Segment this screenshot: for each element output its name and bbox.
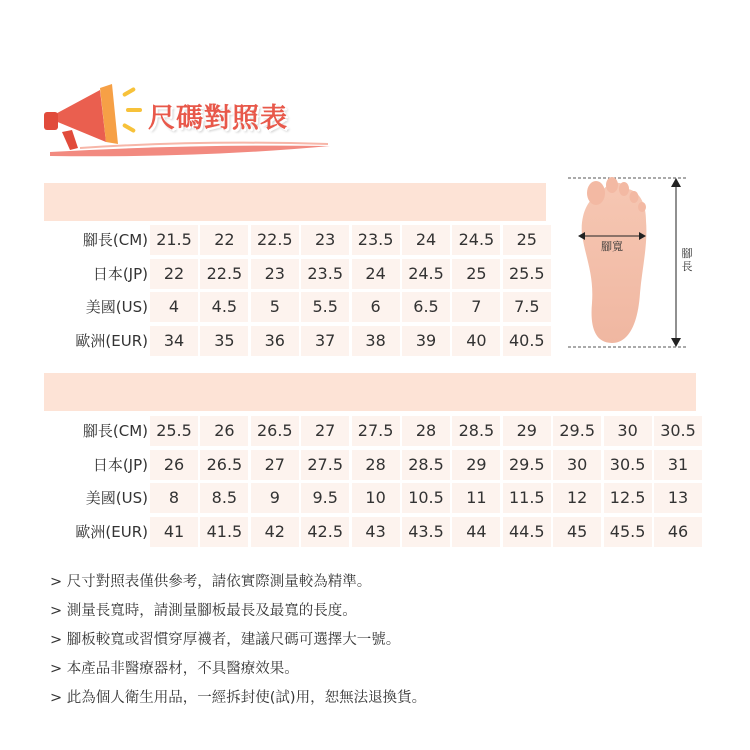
- table-cell: 34: [150, 326, 198, 356]
- table-cell: 13: [654, 483, 702, 513]
- table-cell: 41: [150, 517, 198, 547]
- table-cell: 29.5: [503, 450, 551, 480]
- table-cell: 11: [452, 483, 500, 513]
- table-cell: 8: [150, 483, 198, 513]
- table-cell: 25.5: [503, 259, 551, 289]
- row-label: 日本(JP): [92, 264, 148, 283]
- table-cell: 25.5: [150, 416, 198, 446]
- table-cell: 46: [654, 517, 702, 547]
- table-cell: 23.5: [301, 259, 349, 289]
- table-cell: 12: [553, 483, 601, 513]
- row-label: 美國(US): [85, 489, 148, 507]
- table-cell: 42.5: [301, 517, 349, 547]
- table-cell: 43: [352, 517, 400, 547]
- note-item: > 尺寸對照表僅供參考，請依實際測量較為精準。: [50, 574, 372, 590]
- section-header: [40, 70, 340, 160]
- table-cell: 10.5: [402, 483, 450, 513]
- table-cell: 38: [352, 326, 400, 356]
- table-cell: 27: [301, 416, 349, 446]
- table-cell: 43.5: [402, 517, 450, 547]
- table-cell: 26.5: [200, 450, 248, 480]
- table-cell: 23: [301, 225, 349, 255]
- table-cell: 40.5: [503, 326, 551, 356]
- table-cell: 24: [402, 225, 450, 255]
- table-cell: 44.5: [503, 517, 551, 547]
- table-cell: 29: [503, 416, 551, 446]
- note-item: > 測量長寬時，請測量腳板最長及最寬的長度。: [50, 603, 357, 619]
- table-cell: 10: [352, 483, 400, 513]
- table-cell: 5.5: [301, 292, 349, 322]
- table-cell: 5: [251, 292, 299, 322]
- table-cell: 23: [251, 259, 299, 289]
- table-cell: 25: [452, 259, 500, 289]
- table-cell: 37: [301, 326, 349, 356]
- table-cell: 29.5: [553, 416, 601, 446]
- table-cell: 31: [654, 450, 702, 480]
- row-label: 日本(JP): [92, 455, 148, 474]
- foot-icon: [568, 175, 694, 350]
- foot-length-label: 腳長: [681, 247, 693, 273]
- table-cell: 26.5: [251, 416, 299, 446]
- page-title: 尺碼對照表: [148, 103, 288, 134]
- table-cell: 12.5: [604, 483, 652, 513]
- table-cell: 6: [352, 292, 400, 322]
- table-cell: 6.5: [402, 292, 450, 322]
- table-cell: 26: [150, 450, 198, 480]
- table-cell: 7: [452, 292, 500, 322]
- table-cell: 22: [200, 225, 248, 255]
- table-cell: 30: [604, 416, 652, 446]
- table-cell: 28.5: [402, 450, 450, 480]
- table-cell: 7.5: [503, 292, 551, 322]
- table-cell: 29: [452, 450, 500, 480]
- table-cell: 8.5: [200, 483, 248, 513]
- table-cell: 22.5: [251, 225, 299, 255]
- table-cell: 42: [251, 517, 299, 547]
- table-cell: 40: [452, 326, 500, 356]
- foot-width-label: 腳寬: [601, 240, 623, 253]
- row-label: 歐洲(EUR): [75, 331, 148, 350]
- note-item: > 本產品非醫療器材，不具醫療效果。: [50, 661, 299, 677]
- table-cell: 30.5: [604, 450, 652, 480]
- table-cell: 22: [150, 259, 198, 289]
- table-cell: 28.5: [452, 416, 500, 446]
- table-cell: 28: [402, 416, 450, 446]
- table-cell: 45.5: [604, 517, 652, 547]
- table-cell: 41.5: [200, 517, 248, 547]
- row-label: 腳長(CM): [82, 231, 148, 249]
- table-cell: 30: [553, 450, 601, 480]
- table-cell: 44: [452, 517, 500, 547]
- notes-list: [50, 568, 426, 713]
- table-cell: 24.5: [452, 225, 500, 255]
- table-cell: 9.5: [301, 483, 349, 513]
- table-cell: 24.5: [402, 259, 450, 289]
- table-cell: 4.5: [200, 292, 248, 322]
- table-cell: 24: [352, 259, 400, 289]
- row-label: 歐洲(EUR): [75, 522, 148, 541]
- table-cell: 35: [200, 326, 248, 356]
- table-cell: 4: [150, 292, 198, 322]
- table-cell: 23.5: [352, 225, 400, 255]
- table-cell: 9: [251, 483, 299, 513]
- table-cell: 27.5: [352, 416, 400, 446]
- table-cell: 30.5: [654, 416, 702, 446]
- table-cell: 45: [553, 517, 601, 547]
- table-cell: 11.5: [503, 483, 551, 513]
- table-cell: 26: [200, 416, 248, 446]
- foot-measure-diagram: [568, 175, 694, 350]
- table-cell: 27: [251, 450, 299, 480]
- table-cell: 25: [503, 225, 551, 255]
- table-cell: 27.5: [301, 450, 349, 480]
- table-cell: 22.5: [200, 259, 248, 289]
- row-label: 腳長(CM): [82, 422, 148, 440]
- table-cell: 36: [251, 326, 299, 356]
- row-label: 美國(US): [85, 298, 148, 316]
- table-header-band: [44, 373, 696, 411]
- table-cell: 39: [402, 326, 450, 356]
- table-cell: 28: [352, 450, 400, 480]
- note-item: > 此為個人衛生用品，一經拆封使(試)用，恕無法退換貨。: [50, 690, 427, 706]
- note-item: > 腳板較寬或習慣穿厚襪者，建議尺碼可選擇大一號。: [50, 632, 401, 648]
- table-cell: 21.5: [150, 225, 198, 255]
- table-header-band: [44, 183, 546, 221]
